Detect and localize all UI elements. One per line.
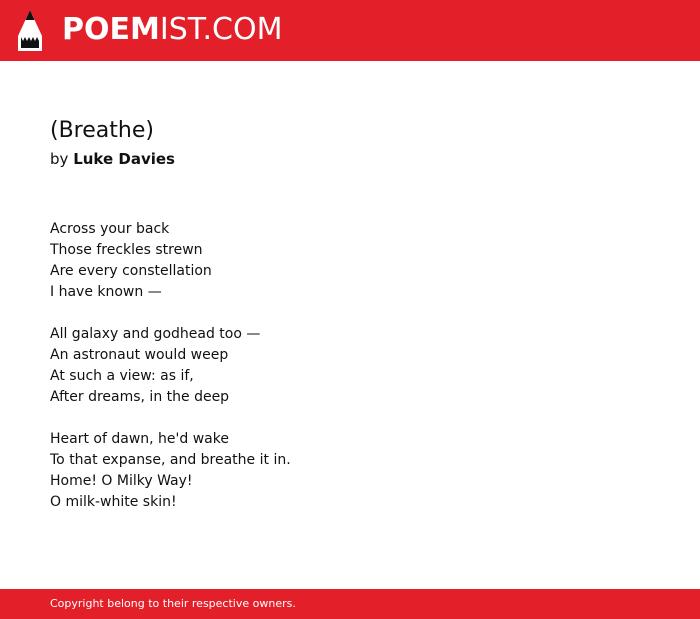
poem-line: O milk-white skin! xyxy=(50,494,177,510)
stanza xyxy=(50,219,291,303)
poem-line: Home! O Milky Way! xyxy=(50,473,193,489)
copyright-notice: Copyright belong to their respective owners. xyxy=(50,597,296,610)
poem-line: Heart of dawn, he'd wake xyxy=(50,431,229,447)
poem-title: (Breathe) xyxy=(50,118,154,143)
poem-body xyxy=(50,219,291,513)
site-logo[interactable] xyxy=(62,12,282,48)
logo-text-bold: POEM xyxy=(62,12,160,47)
poem-line: Those freckles strewn xyxy=(50,242,203,258)
by-label: by xyxy=(50,150,69,168)
poem-line: After dreams, in the deep xyxy=(50,389,230,405)
poem-line: Are every constellation xyxy=(50,263,212,279)
author-name[interactable]: Luke Davies xyxy=(73,150,175,168)
poem-line: At such a view: as if, xyxy=(50,368,194,384)
stanza-gap xyxy=(50,408,291,429)
poem-line: To that expanse, and breathe it in. xyxy=(50,452,291,468)
stanza xyxy=(50,324,291,408)
logo-text-light: IST.COM xyxy=(159,12,283,47)
poem-line: All galaxy and godhead too — xyxy=(50,326,261,342)
poem-line: Across your back xyxy=(50,221,170,237)
poem-byline xyxy=(50,149,175,169)
poem-line: I have known — xyxy=(50,284,162,300)
site-footer xyxy=(0,589,700,619)
site-header xyxy=(0,0,700,61)
stanza xyxy=(50,429,291,513)
poem-line: An astronaut would weep xyxy=(50,347,229,363)
pencil-tip-icon[interactable] xyxy=(18,10,42,51)
stanza-gap xyxy=(50,303,291,324)
